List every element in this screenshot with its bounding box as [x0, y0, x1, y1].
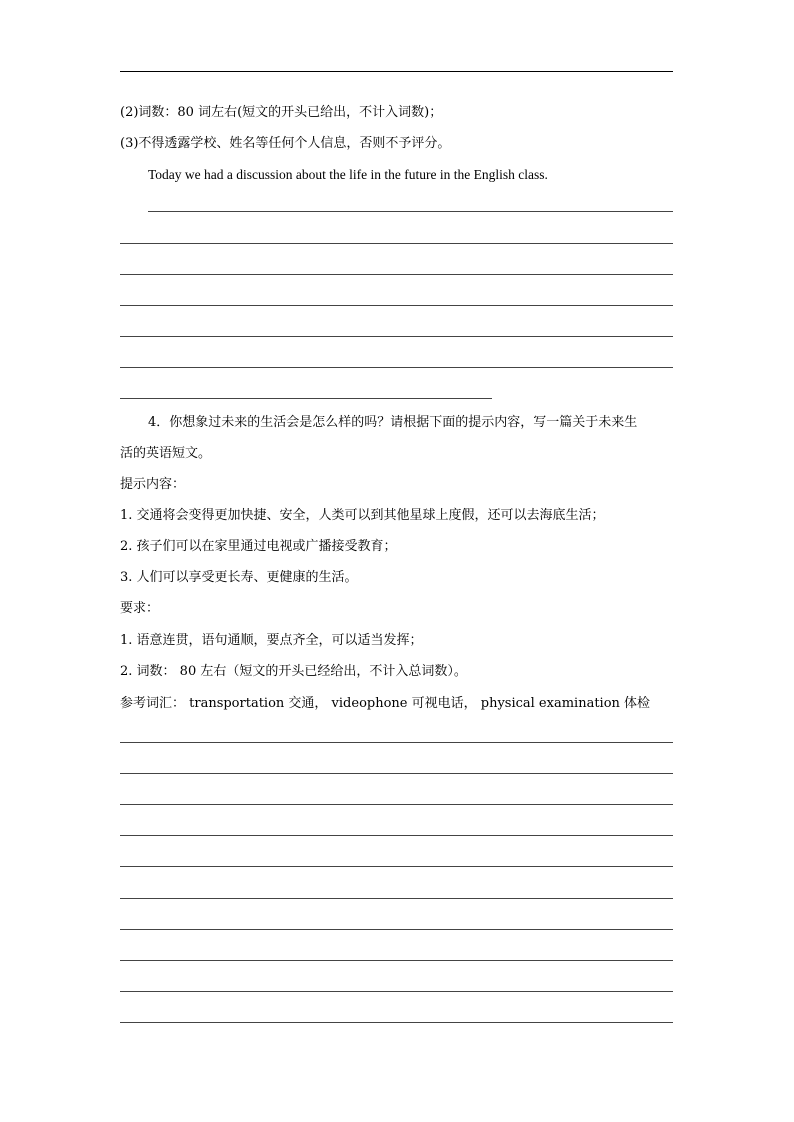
writing-line[interactable]	[120, 367, 673, 368]
question-4-prompt-continued: 活的英语短文。	[120, 446, 212, 461]
writing-line[interactable]	[120, 336, 673, 337]
requirement-privacy: (3)不得透露学校、姓名等任何个人信息，否则不予评分。	[120, 136, 451, 151]
writing-line[interactable]	[120, 305, 673, 306]
writing-line[interactable]	[120, 960, 673, 961]
writing-line[interactable]	[120, 898, 673, 899]
writing-line[interactable]	[120, 835, 673, 836]
requirements-title: 要求：	[120, 601, 160, 616]
writing-line[interactable]	[120, 804, 673, 805]
writing-line[interactable]	[120, 866, 673, 867]
writing-line[interactable]	[120, 991, 673, 992]
hints-title: 提示内容：	[120, 477, 186, 492]
writing-line[interactable]	[120, 243, 673, 244]
writing-line[interactable]	[120, 1022, 673, 1023]
writing-line[interactable]	[120, 274, 673, 275]
hint-item: 3. 人们可以享受更长寿、更健康的生活。	[120, 570, 358, 585]
reference-vocabulary: 参考词汇： transportation 交通， videophone 可视电话， physical examination 体检	[120, 696, 651, 711]
writing-line[interactable]	[120, 773, 673, 774]
hint-item: 2. 孩子们可以在家里通过电视或广播接受教育；	[120, 539, 397, 554]
essay-opening-sentence: Today we had a discussion about the life in the future in the English class.	[148, 167, 548, 182]
writing-line[interactable]	[148, 211, 673, 212]
writing-line[interactable]	[120, 929, 673, 930]
header-rule	[120, 71, 673, 72]
question-4-prompt: 4．你想象过未来的生活会是怎么样的吗？请根据下面的提示内容，写一篇关于未来生	[148, 415, 638, 430]
requirement-item: 2. 词数： 80 左右（短文的开头已经给出，不计入总词数）。	[120, 664, 467, 679]
writing-line[interactable]	[120, 742, 673, 743]
hint-item: 1. 交通将会变得更加快捷、安全，人类可以到其他星球上度假，还可以去海底生活；	[120, 508, 605, 523]
requirement-word-count: (2)词数：80 词左右(短文的开头已给出，不计入词数)；	[120, 105, 443, 120]
writing-line[interactable]	[120, 398, 492, 399]
requirement-item: 1. 语意连贯，语句通顺，要点齐全，可以适当发挥；	[120, 633, 423, 648]
